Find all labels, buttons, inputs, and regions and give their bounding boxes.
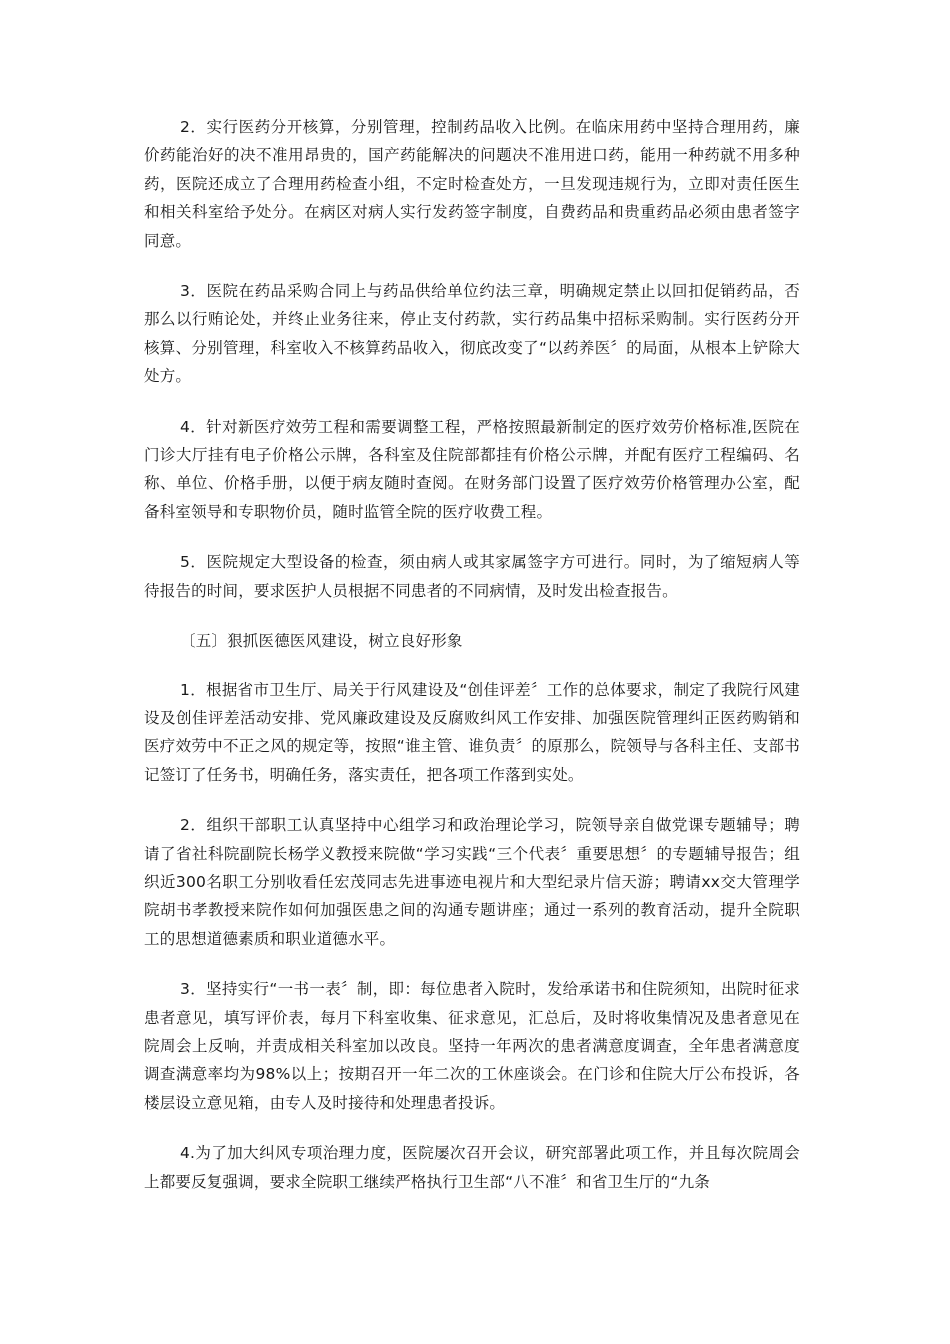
- paragraph-item-2: 2．实行医药分开核算，分别管理，控制药品收入比例。在临床用药中坚持合理用药，廉价药能治好的决不准用昂贵的，国产药能解决的问题决不准用进口药，能用一种药就不用多种药，医院还成立了合理用药检查小组，不定时检查处方，一旦发现违规行为，立即对责任医生和相关科室给予处分。在病区对病人实行发药签字制度，自费药品和贵重药品必须由患者签字同意。: [144, 118, 800, 250]
- document-body: [144, 113, 800, 1218]
- paragraph-item-3: 3．医院在药品采购合同上与药品供给单位约法三章，明确规定禁止以回扣促销药品，否那么以行贿论处，并终止业务往来，停止支付药款，实行药品集中招标采购制。实行医药分开核算、分别管理，科室收入不核算药品收入，彻底改变了“以药养医〞的局面，从根本上铲除大处方。: [144, 282, 800, 386]
- paragraph-item-4: 4．针对新医疗效劳工程和需要调整工程，严格按照最新制定的医疗效劳价格标准,医院在门诊大厅挂有电子价格公示牌，各科室及住院部都挂有价格公示牌，并配有医疗工程编码、名称、单位、价格手册，以便于病友随时查阅。在财务部门设置了医疗效劳价格管理办公室，配备科室领导和专职物价员，随时监管全院的医疗收费工程。: [144, 417, 800, 521]
- section-heading-5: 〔五〕狠抓医德医风建设，树立良好形象: [180, 632, 463, 651]
- paragraph-ethics-3: 3．坚持实行“一书一表〞制，即：每位患者入院时，发给承诺书和住院须知，出院时征求患者意见，填写评价表，每月下科室收集、征求意见，汇总后，及时将收集情况及患者意见在院周会上反响，并责成相关科室加以改良。坚持一年两次的患者满意度调查，全年患者满意度调查满意率均为98%以上；按期召开一年二次的工休座谈会。在门诊和住院大厅公布投诉，各楼层设立意见箱，由专人及时接待和处理患者投诉。: [144, 980, 800, 1112]
- paragraph-ethics-1: 1．根据省市卫生厅、局关于行风建设及“创佳评差〞工作的总体要求，制定了我院行风建设及创佳评差活动安排、党风廉政建设及反腐败纠风工作安排、加强医院管理纠正医药购销和医疗效劳中不正之风的规定等，按照“谁主管、谁负责〞的原那么，院领导与各科主任、支部书记签订了任务书，明确任务，落实责任，把各项工作落到实处。: [144, 680, 800, 784]
- paragraph-item-5: 5．医院规定大型设备的检查，须由病人或其家属签字方可进行。同时，为了缩短病人等待报告的时间，要求医护人员根据不同患者的不同病情，及时发出检查报告。: [144, 553, 800, 600]
- paragraph-ethics-2: 2．组织干部职工认真坚持中心组学习和政治理论学习，院领导亲自做党课专题辅导；聘请了省社科院副院长杨学义教授来院做“学习实践“三个代表〞重要思想〞的专题辅导报告；组织近300名职工分别收看任宏茂同志先进事迹电视片和大型纪录片信天游；聘请xx交大管理学院胡书孝教授来院作如何加强医患之间的沟通专题讲座；通过一系列的教育活动，提升全院职工的思想道德素质和职业道德水平。: [144, 816, 800, 948]
- paragraph-ethics-4: 4.为了加大纠风专项治理力度，医院屡次召开会议，研究部署此项工作，并且每次院周会上都要反复强调，要求全院职工继续严格执行卫生部“八不准〞和省卫生厅的“九条: [144, 1144, 800, 1191]
